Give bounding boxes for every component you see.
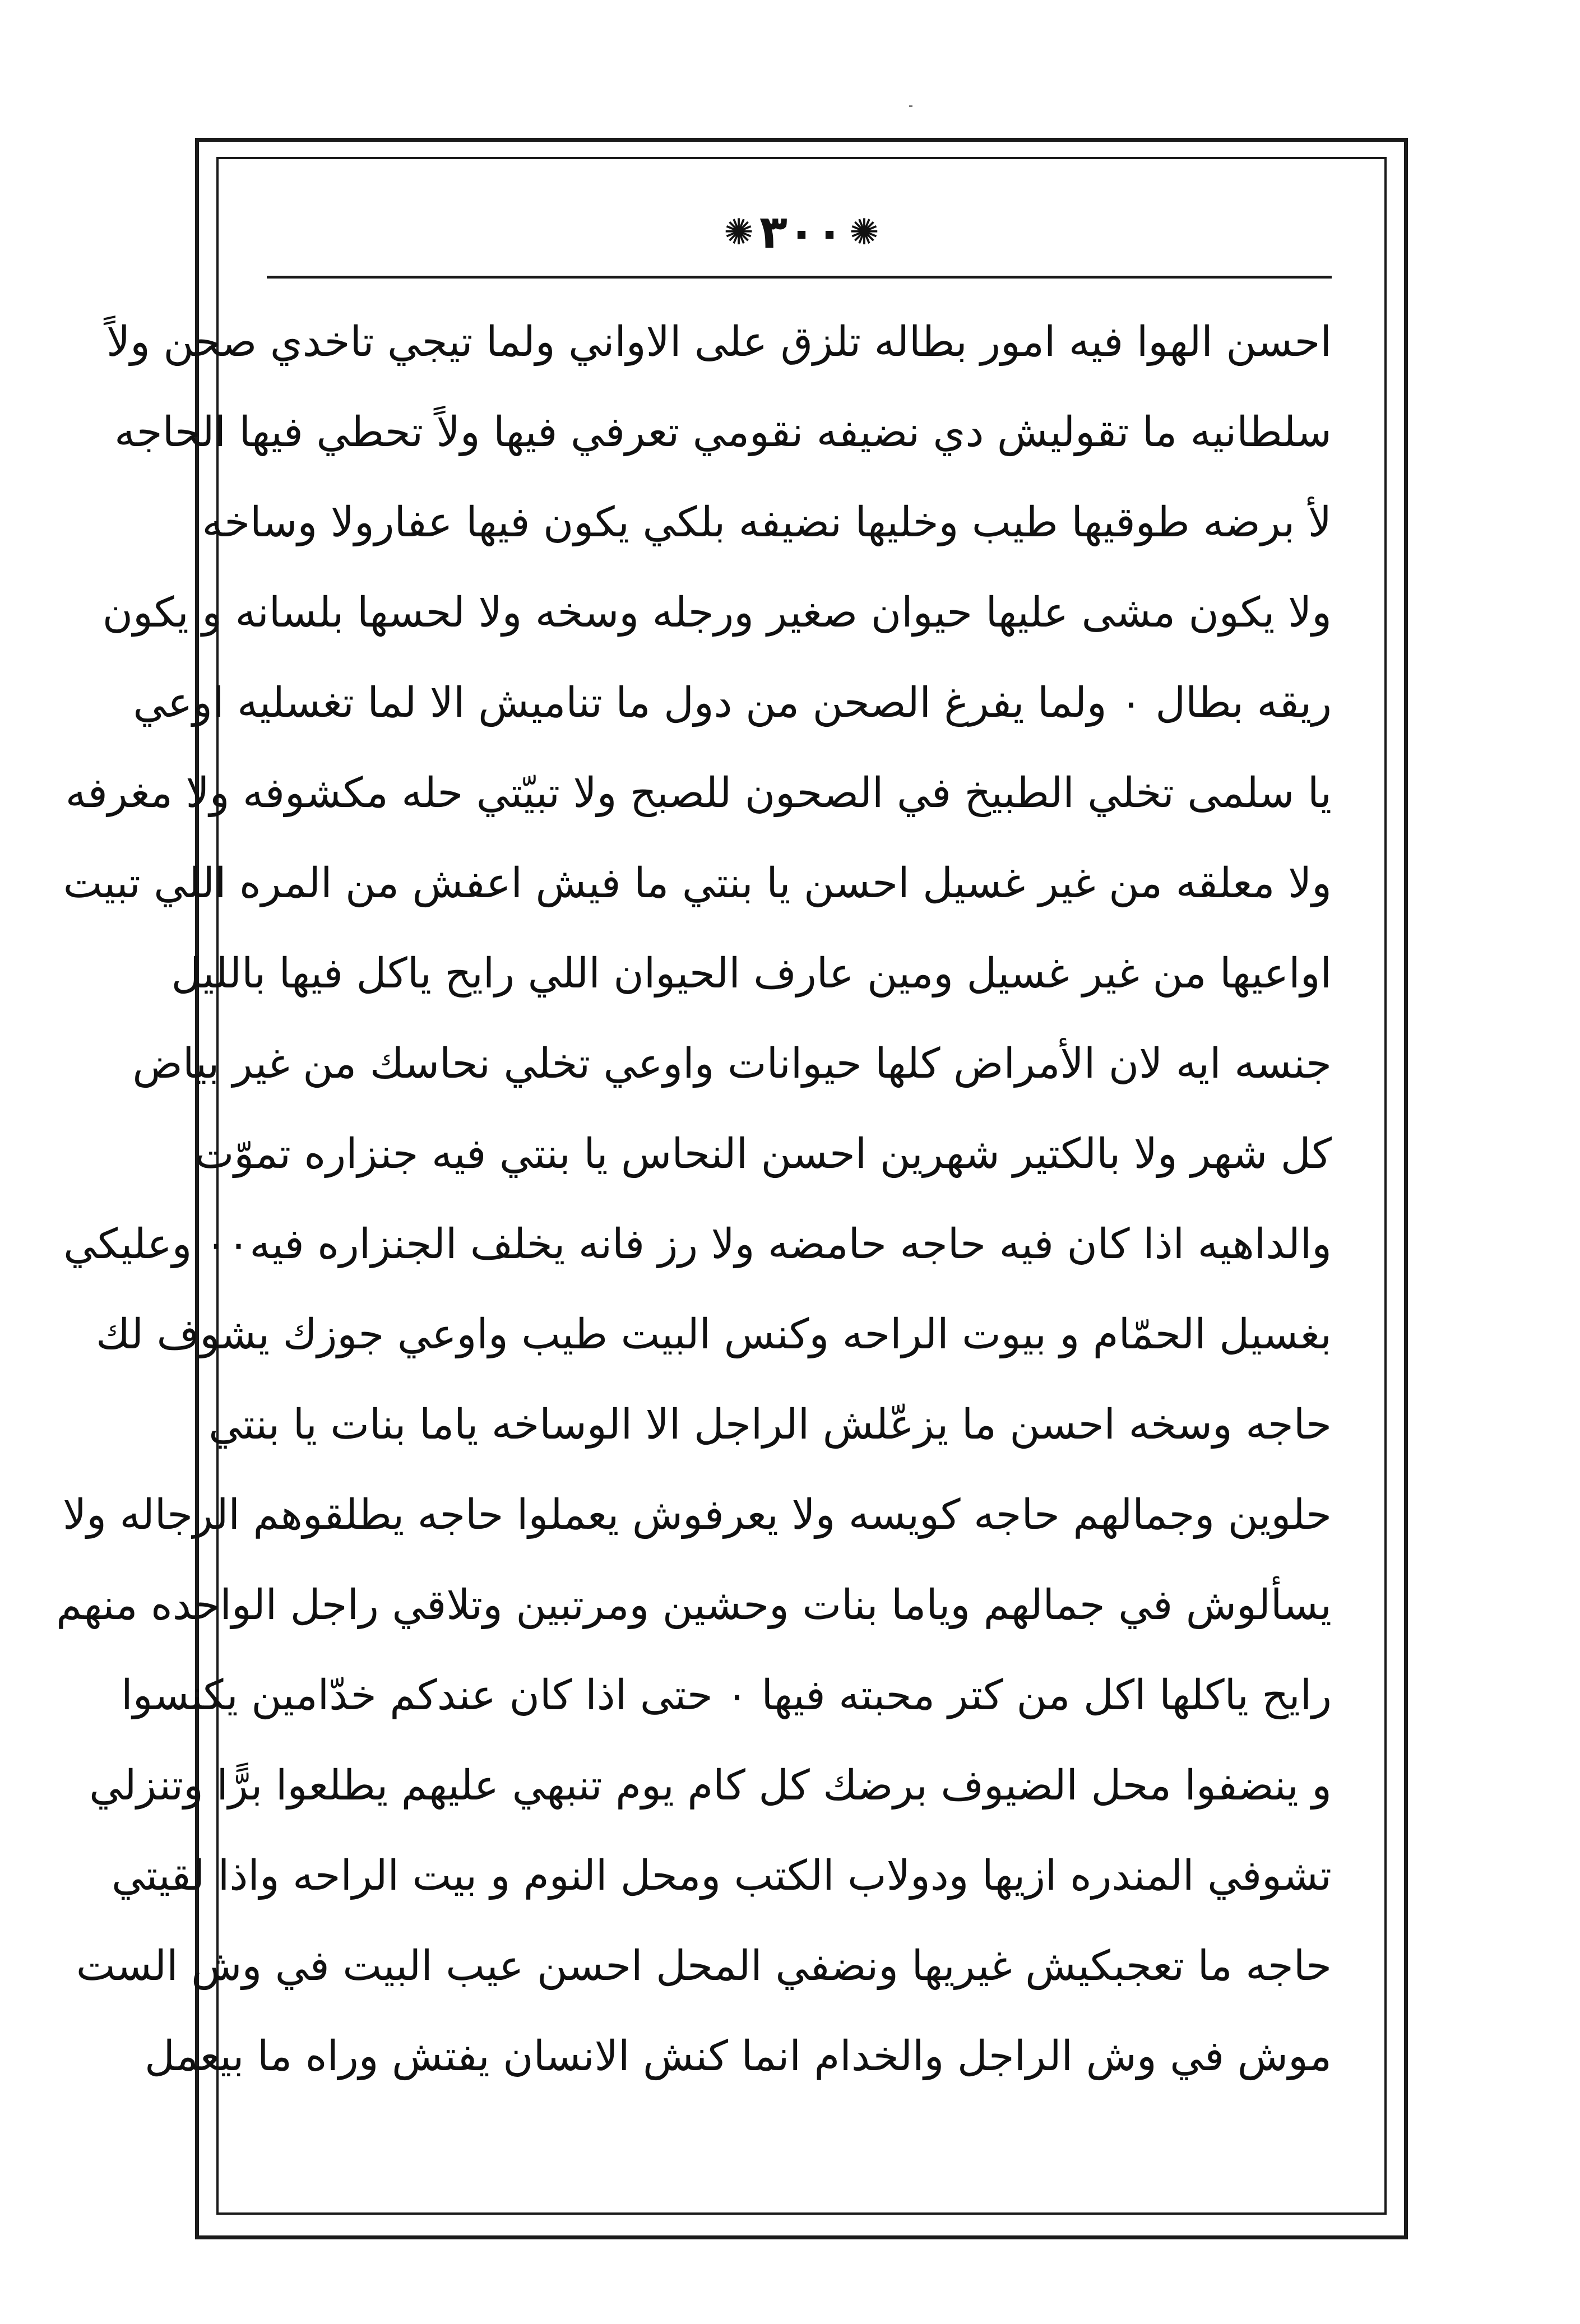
text-line: تشوفي المندره ازيها ودولاب الكتب ومحل النوم و بيت الراحه واذا لقيتي <box>111 1852 1332 1900</box>
text-line: ولا يكون مشى عليها حيوان صغير ورجله وسخه ولا لحسها بلسانه و يكون <box>102 588 1332 637</box>
text-line: حاجه ما تعجبكيش غيريها ونضفي المحل احسن عيب البيت في وش الست <box>76 1942 1332 1990</box>
text-line: اواعيها من غير غسيل ومين عارف الحيوان اللي رايح ياكل فيها بالليل <box>171 949 1332 998</box>
text-line: يسألوش في جمالهم وياما بنات وحشين ومرتبين وتلاقي راجل الواحده منهم <box>56 1581 1332 1629</box>
text-line: ريقه بطال ٠ ولما يفرغ الصحن من دول ما تناميش الا لما تغسليه اوعي <box>133 679 1332 727</box>
page-number: ٣٠٠ <box>759 206 844 259</box>
scan-speck <box>909 105 912 107</box>
text-line: جنسه ايه لان الأمراض كلها حيوانات واوعي تخلي نحاسك من غير بياض <box>132 1040 1332 1088</box>
text-line: رايح ياكلها اكل من كتر محبته فيها ٠ حتى اذا كان عندكم خدّامين يكنسوا <box>121 1671 1332 1719</box>
text-line: بغسيل الحمّام و بيوت الراحه وكنس البيت طيب واوعي جوزك يشوف لك <box>96 1310 1332 1358</box>
text-line: كل شهر ولا بالكتير شهرين احسن النحاس يا بنتي فيه جنزاره تموّت <box>194 1130 1332 1178</box>
text-line: يا سلمى تخلي الطبيخ في الصحون للصبح ولا تبيّتي حله مكشوفه ولا مغرفه <box>65 769 1332 817</box>
text-line: حاجه وسخه احسن ما يزعّلش الراجل الا الوساخه ياما بنات يا بنتي <box>208 1400 1332 1449</box>
text-line: و ينضفوا محل الضيوف برضك كل كام يوم تنبهي عليهم يطلعوا برًّا وتنزلي <box>89 1761 1332 1810</box>
page-header <box>216 191 1387 275</box>
text-line: احسن الهوا فيه امور بطاله تلزق على الاواني ولما تيجي تاخدي صحن ولاً <box>106 318 1332 366</box>
text-line: والداهيه اذا كان فيه حاجه حامضه ولا رز فانه يخلف الجنزاره فيه٠٠ وعليكي <box>63 1220 1332 1268</box>
ornament-right-icon: ✺ <box>849 212 879 253</box>
text-line: سلطانيه ما تقوليش دي نضيفه نقومي تعرفي فيها ولاً تحطي فيها الحاجه <box>114 408 1332 456</box>
text-line: حلوين وجمالهم حاجه كويسه ولا يعرفوش يعملوا حاجه يطلقوهم الرجاله ولا <box>63 1491 1332 1539</box>
header-divider <box>267 276 1332 279</box>
text-line: لأ برضه طوقيها طيب وخليها نضيفه بلكي يكون فيها عفارولا وساخه <box>202 498 1332 546</box>
body-text <box>56 297 1332 2191</box>
text-line: موش في وش الراجل والخدام انما كنش الانسان يفتش وراه ما بيعمل <box>145 2032 1332 2080</box>
ornament-left-icon: ✺ <box>724 212 754 253</box>
text-line: ولا معلقه من غير غسيل احسن يا بنتي ما فيش اعفش من المره اللي تبيت <box>63 859 1332 907</box>
